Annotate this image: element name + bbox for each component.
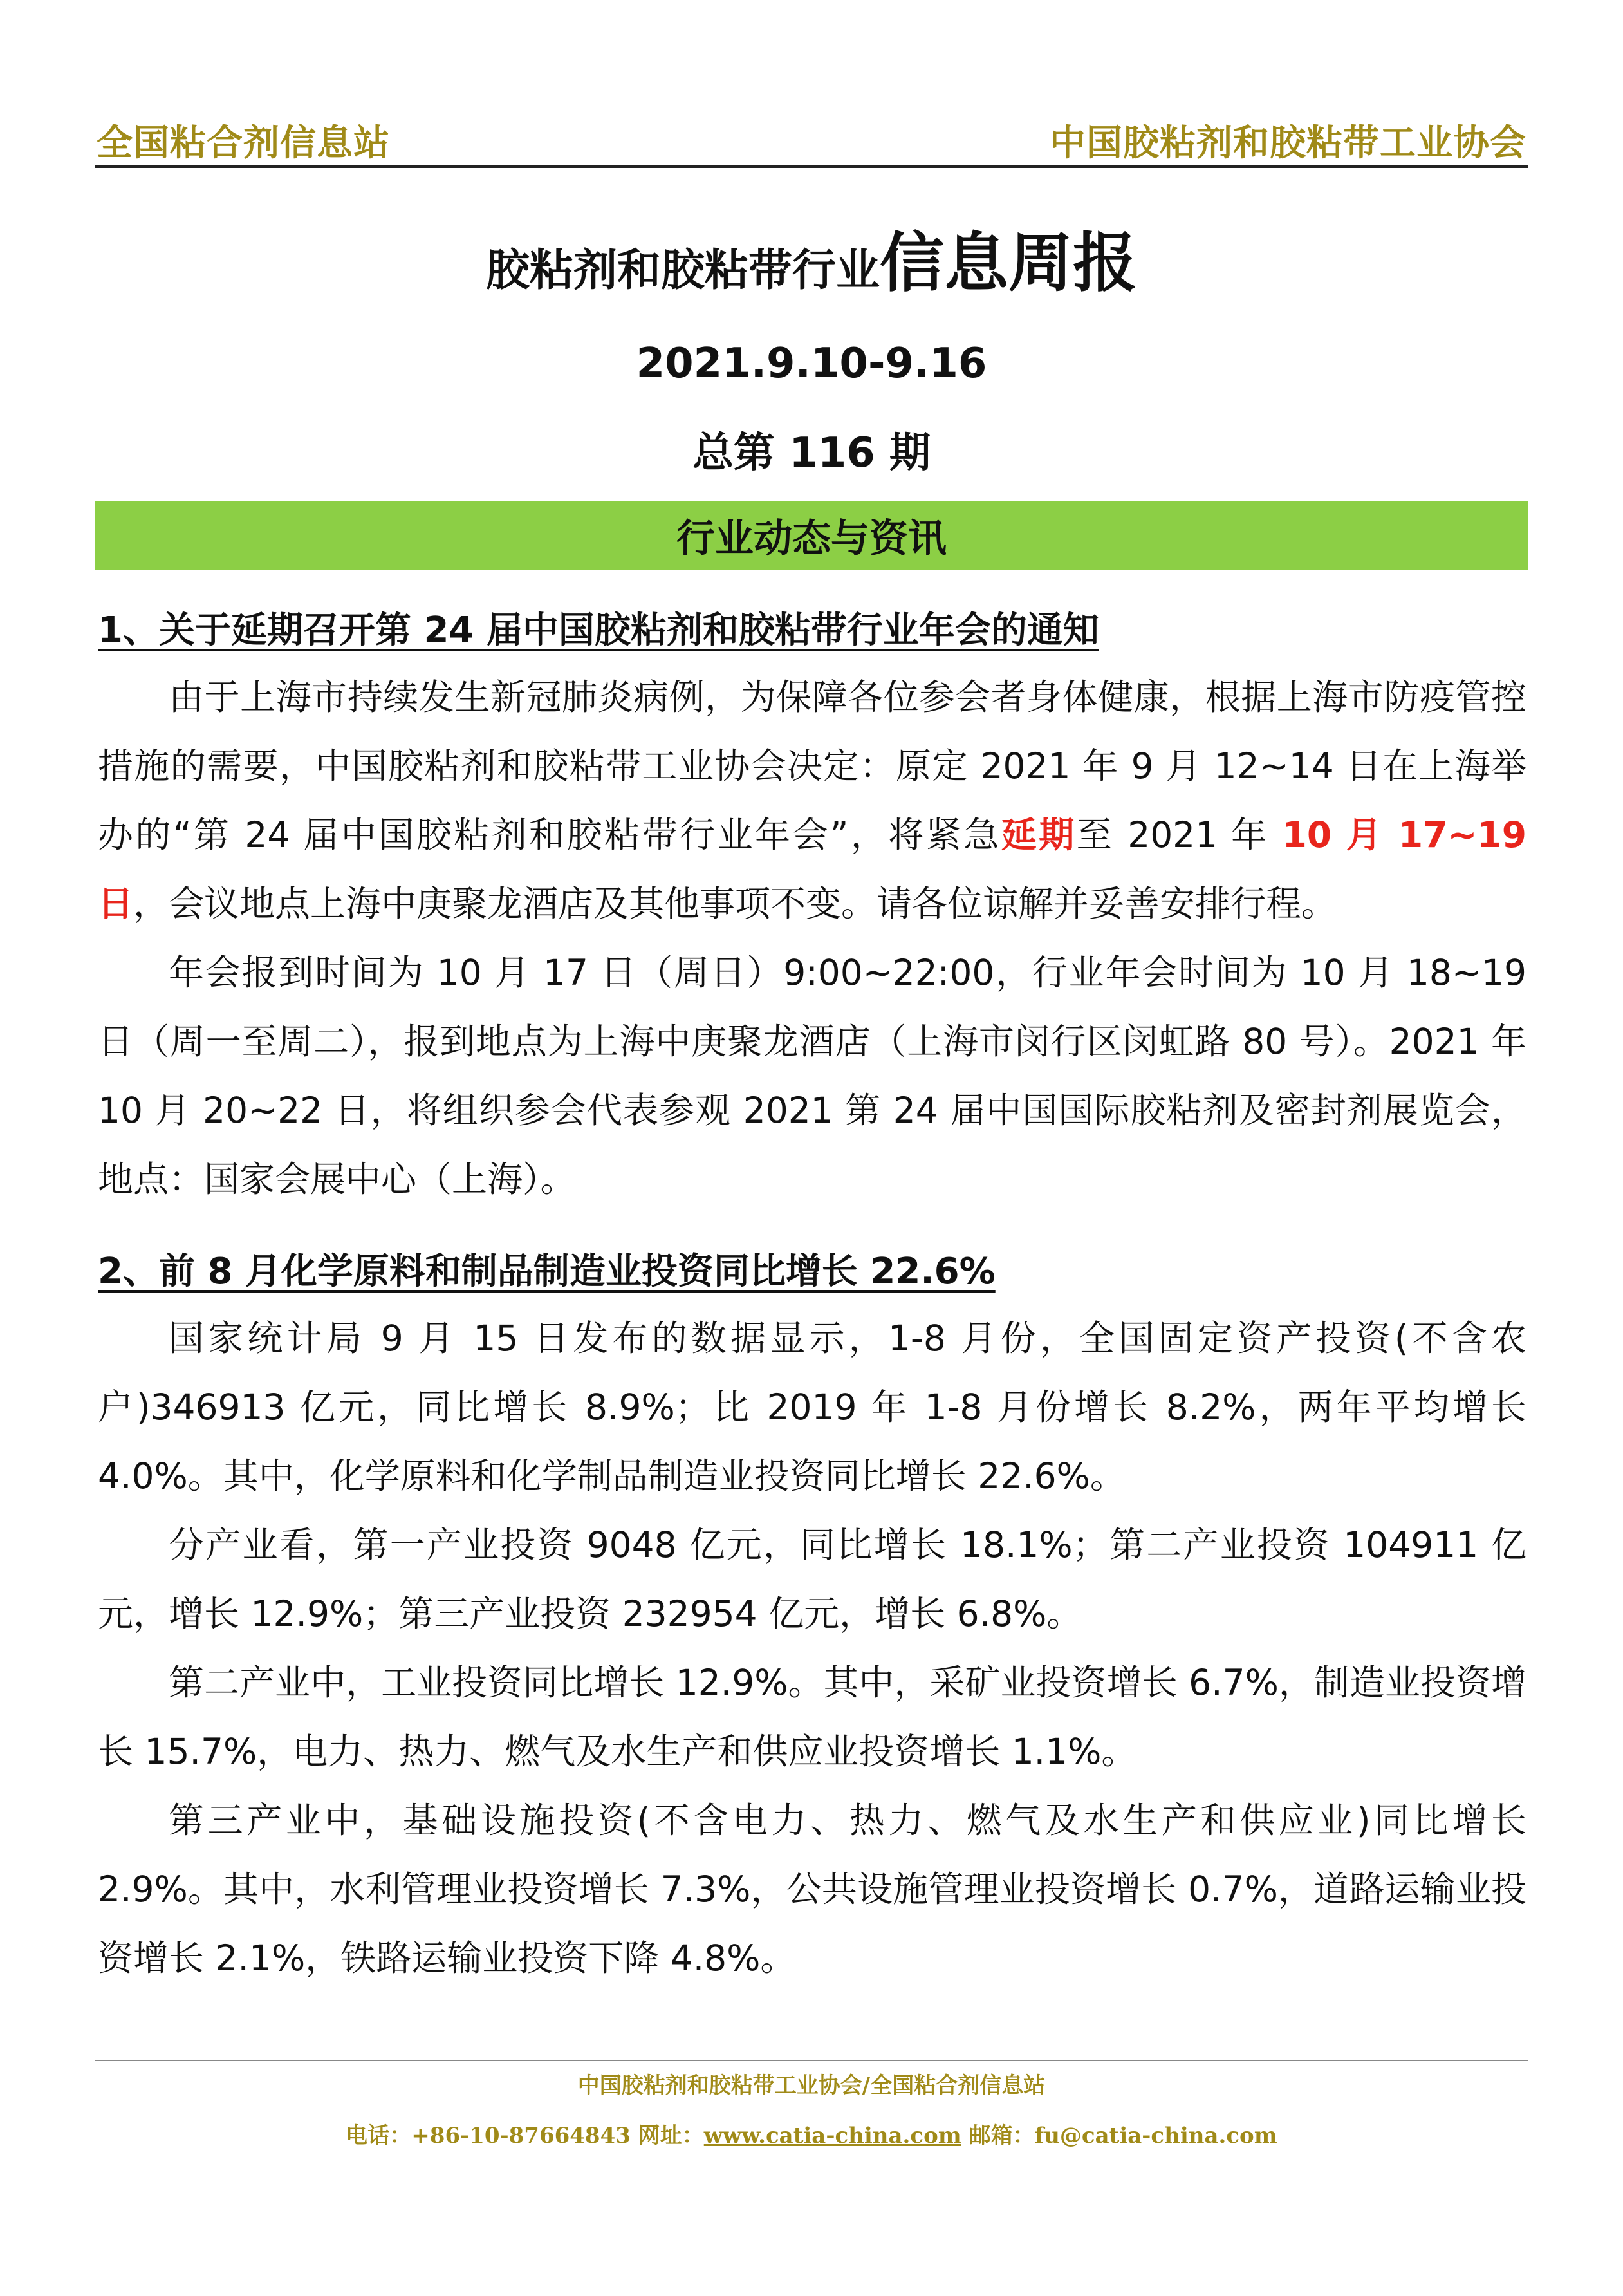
page-title-main: 信息周报 (880, 225, 1137, 301)
footer-contact (0, 2118, 1623, 2149)
footer-divider (95, 2060, 1528, 2061)
footer-email: 邮箱：fu@catia-china.com (961, 2123, 1277, 2149)
article-2-paragraph-4: 第三产业中，基础设施投资(不含电力、热力、燃气及水生产和供应业)同比增长 2.9%。其中，水利管理业投资增长 7.3%，公共设施管理业投资增长 0.7%，道路运输业投资增长 2.1%，铁路运输业投资下降 4.8%。 (98, 1800, 1526, 1979)
article-2-paragraph-1: 国家统计局 9 月 15 日发布的数据显示，1-8 月份，全国固定资产投资(不含农户)346913 亿元，同比增长 8.9%；比 2019 年 1-8 月份增长 8.2%，两年平均增长 4.0%。其中，化学原料和化学制品制造业投资同比增长 22.6%。 (98, 1318, 1526, 1497)
highlight-postponed: 延期 (1001, 814, 1077, 855)
highlight-new-date: 10 月 17~19 日 (98, 814, 1526, 924)
page-title (0, 211, 1623, 304)
article-1-heading (98, 599, 1526, 663)
page-title-prefix: 胶粘剂和胶粘带行业 (485, 245, 880, 296)
footer-organization: 中国胶粘剂和胶粘带工业协会/全国粘合剂信息站 (577, 2073, 1046, 2098)
issue-number: 总第 116 期 (692, 429, 931, 477)
header-left-site-name: 全国粘合剂信息站 (97, 122, 390, 164)
footer-website-link[interactable]: www.catia-china.com (703, 2123, 961, 2149)
section-banner (95, 501, 1528, 570)
section-spacer (98, 1214, 1526, 1240)
section-banner-label: 行业动态与资讯 (676, 516, 947, 561)
article-1-paragraph-2: 年会报到时间为 10 月 17 日（周日）9:00~22:00，行业年会时间为 10 月 18~19 日（周一至周二），报到地点为上海中庚聚龙酒店（上海市闵行区闵虹路 80 号）。2021 年 10 月 20~22 日，将组织参会代表参观 2021 第 24 届中国国际胶粘剂及密封剂展览会，地点：国家会展中心（上海）。 (98, 952, 1526, 1200)
article-1-paragraph-1: 由于上海市持续发生新冠肺炎病例，为保障各位参会者身体健康，根据上海市防疫管控措施的需要，中国胶粘剂和胶粘带工业协会决定：原定 2021 年 9 月 12~14 日在上海举办的“第 24 届中国胶粘剂和胶粘带行业年会”，将紧急延期至 2021 年 10 月 17~19 日，会议地点上海中庚聚龙酒店及其他事项不变。请各位谅解并妥善安排行程。 (98, 677, 1526, 924)
issue-date-range: 2021.9.10-9.16 (636, 340, 987, 387)
article-1-title: 1、关于延期召开第 24 届中国胶粘剂和胶粘带行业年会的通知 (98, 610, 1099, 651)
article-2-heading (98, 1240, 1526, 1304)
article-content (98, 599, 1526, 1993)
article-2-paragraph-2: 分产业看，第一产业投资 9048 亿元，同比增长 18.1%；第二产业投资 104911 亿元，增长 12.9%；第三产业投资 232954 亿元，增长 6.8%。 (98, 1524, 1526, 1634)
article-2-title: 2、前 8 月化学原料和制品制造业投资同比增长 22.6% (98, 1251, 996, 1293)
footer-phone: 电话：+86-10-87664843 网址： (346, 2123, 704, 2149)
header-right-association-name: 中国胶粘剂和胶粘带工业协会 (1050, 122, 1526, 164)
header-divider (95, 165, 1528, 168)
article-2-paragraph-3: 第二产业中，工业投资同比增长 12.9%。其中，采矿业投资增长 6.7%，制造业投资增长 15.7%，电力、热力、燃气及水生产和供应业投资增长 1.1%。 (98, 1662, 1526, 1772)
